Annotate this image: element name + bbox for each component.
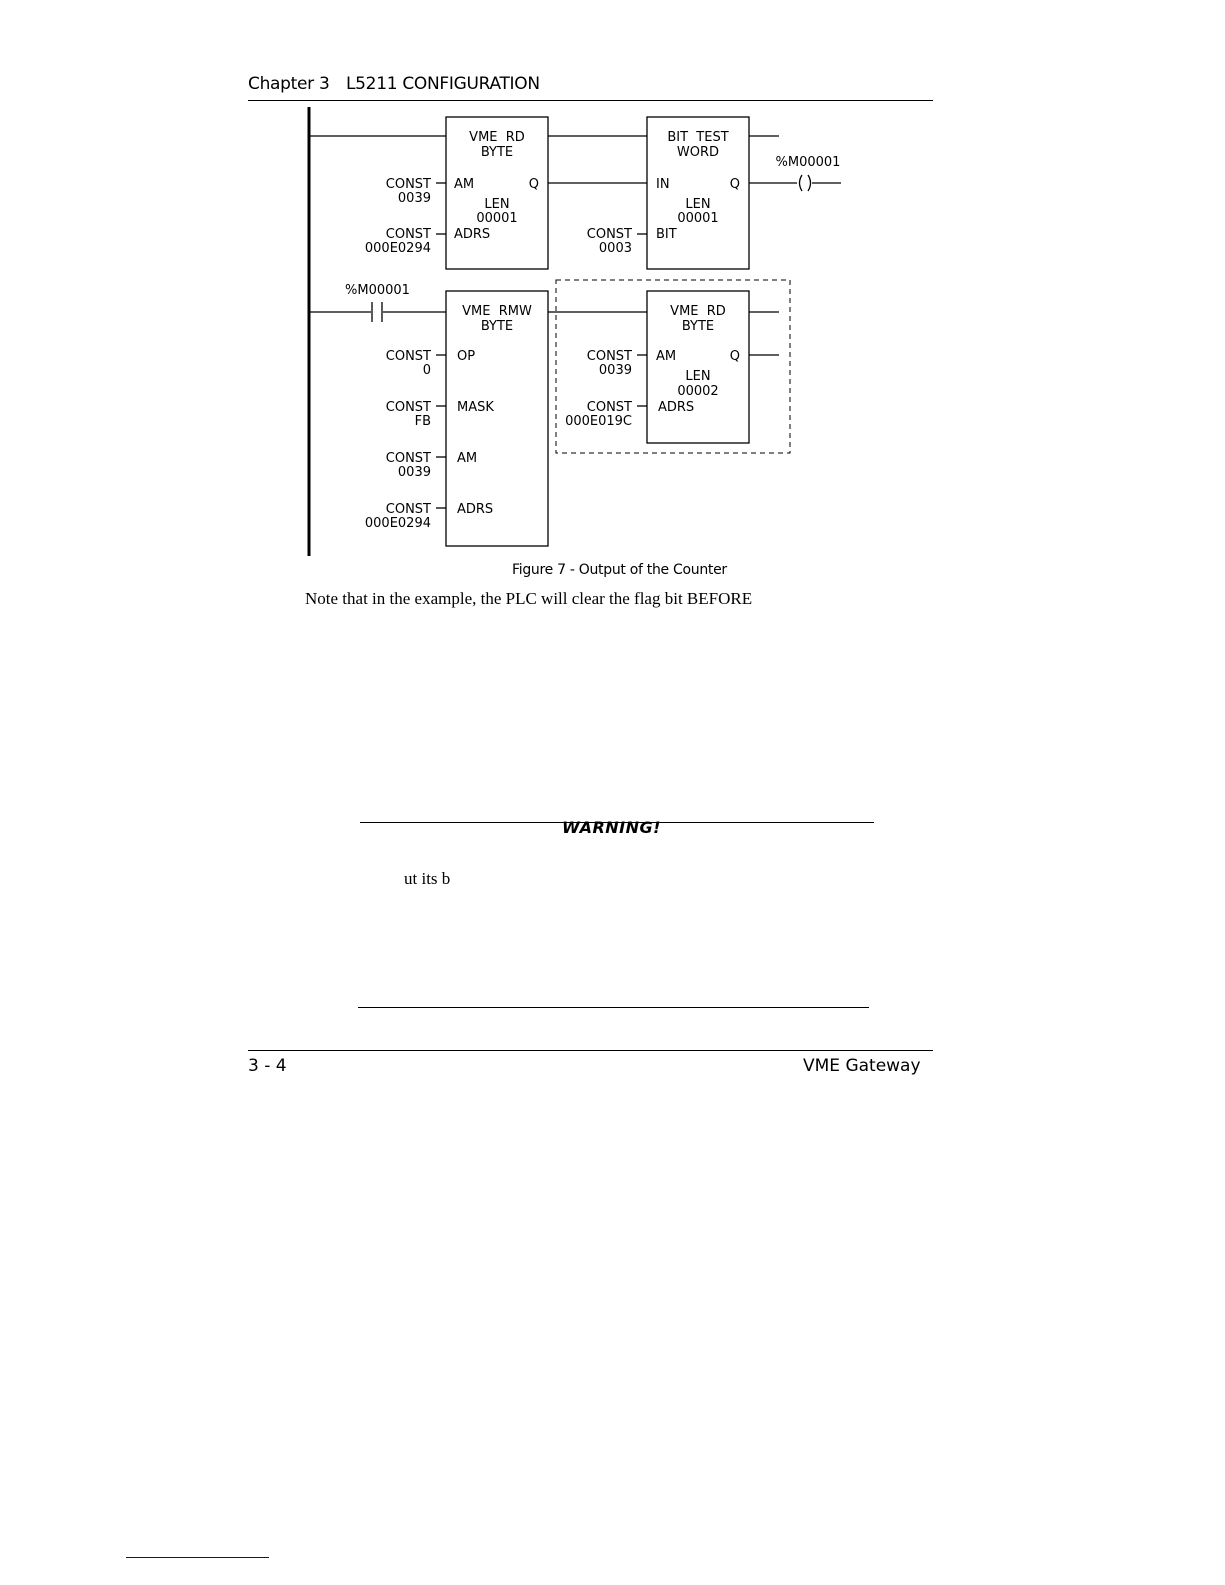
coil-address: %M00001: [775, 155, 841, 170]
const-value: 000E0294: [364, 516, 431, 531]
const-value: 000E019C: [565, 414, 632, 429]
link-underline[interactable]: [126, 1557, 269, 1558]
pin-am: AM: [454, 177, 475, 192]
const-label: CONST: [586, 227, 632, 242]
warning-title: WARNING!: [562, 818, 661, 837]
pin-bit: BIT: [656, 227, 677, 242]
pin-q: Q: [729, 177, 740, 192]
product-name: VME Gateway: [803, 1056, 921, 1076]
pin-am: AM: [656, 349, 677, 364]
const-value: 0: [422, 363, 431, 378]
ladder-diagram: [0, 0, 1225, 560]
block-vme-rmw-title: VME RMW: [462, 304, 532, 319]
const-value: 0003: [598, 241, 632, 256]
block-vme-rd-title: VME RD: [469, 130, 525, 145]
const-label: CONST: [385, 177, 431, 192]
len-value: 00001: [476, 211, 518, 226]
block-vme-rd-type: BYTE: [480, 145, 514, 160]
const-value: 0039: [397, 465, 431, 480]
pin-adrs: ADRS: [658, 400, 695, 415]
page-number: 3 - 4: [248, 1056, 287, 1076]
pin-in: IN: [656, 177, 670, 192]
coil-left-arc: [800, 175, 803, 191]
const-label: CONST: [385, 227, 431, 242]
const-value: 0039: [397, 191, 431, 206]
const-label: CONST: [586, 400, 632, 415]
const-value: FB: [414, 414, 431, 429]
const-label: CONST: [586, 349, 632, 364]
header-chapter: Chapter 3: [248, 74, 330, 94]
block-bit-test-type: WORD: [676, 145, 720, 160]
pin-am: AM: [457, 451, 478, 466]
contact-address: %M00001: [345, 283, 410, 298]
const-value: 000E0294: [364, 241, 431, 256]
const-label: CONST: [385, 502, 431, 517]
coil-right-arc: [808, 175, 811, 191]
footer-rule: [248, 1050, 933, 1051]
const-label: CONST: [385, 451, 431, 466]
const-label: CONST: [385, 349, 431, 364]
pin-q: Q: [528, 177, 539, 192]
len-value: 00002: [677, 384, 719, 399]
len-label: LEN: [484, 197, 510, 212]
pin-mask: MASK: [457, 400, 494, 415]
block-vme-rmw-type: BYTE: [480, 319, 514, 334]
warning-bottom-rule: [358, 1007, 869, 1008]
len-label: LEN: [685, 369, 711, 384]
block-bit-test-title: BIT TEST: [667, 130, 729, 145]
header-section: L5211 CONFIGURATION: [346, 74, 540, 94]
warning-text: ut its b: [404, 869, 451, 888]
pin-adrs: ADRS: [457, 502, 494, 517]
body-note: Note that in the example, the PLC will clear the flag bit BEFORE: [305, 589, 753, 608]
block-vme-rd-2-type: BYTE: [681, 319, 715, 334]
len-value: 00001: [677, 211, 719, 226]
figure-caption: Figure 7 - Output of the Counter: [512, 562, 727, 578]
block-vme-rd-2-title: VME RD: [670, 304, 726, 319]
const-value: 0039: [598, 363, 632, 378]
const-label: CONST: [385, 400, 431, 415]
pin-adrs: ADRS: [454, 227, 491, 242]
pin-q: Q: [729, 349, 740, 364]
pin-op: OP: [457, 349, 476, 364]
len-label: LEN: [685, 197, 711, 212]
